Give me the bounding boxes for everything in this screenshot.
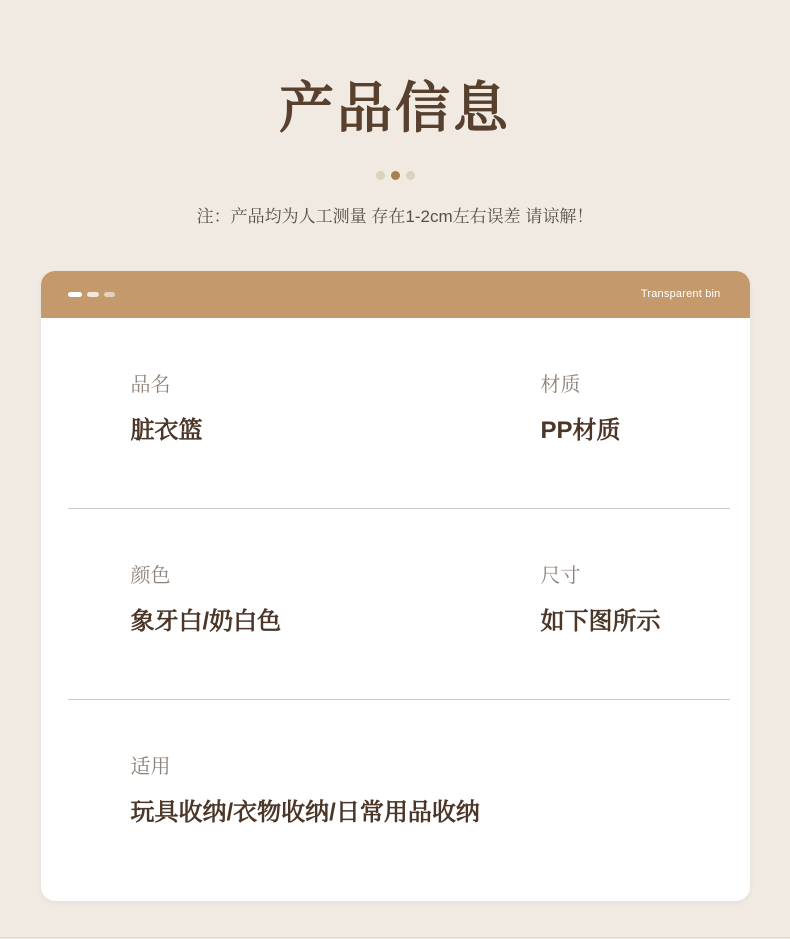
spec-row-usage (41, 700, 750, 901)
brand-label: Transparent bin (640, 288, 721, 301)
product-spec-card (41, 271, 750, 901)
field-label: 适用 (130, 755, 171, 778)
field-value: 象牙白/奶白色 (130, 607, 282, 635)
spec-field-material (541, 372, 720, 508)
field-label: 颜色 (130, 564, 171, 587)
spec-field-name (131, 372, 541, 508)
dash-icon (87, 292, 99, 297)
field-label: 品名 (130, 373, 171, 396)
field-value: 脏衣篮 (130, 416, 203, 444)
measurement-note: 注：产品均为人工测量 存在1-2cm左右误差 请谅解！ (196, 206, 594, 226)
dashes-icon (68, 292, 115, 297)
dash-icon (104, 292, 115, 297)
field-value: PP材质 (540, 416, 621, 444)
dot-icon (391, 171, 400, 180)
card-header (41, 271, 750, 318)
field-value: 玩具收纳/衣物收纳/日常用品收纳 (130, 798, 480, 826)
dot-icon (406, 171, 415, 180)
spec-row-color-size (41, 509, 750, 699)
spec-row-name-material (41, 318, 750, 508)
spec-field-size (541, 563, 720, 699)
title-divider-dots (0, 171, 790, 180)
field-value: 如下图所示 (540, 607, 661, 635)
spec-field-usage (131, 754, 720, 901)
spec-field-color (131, 563, 541, 699)
page-title: 产品信息 (278, 77, 511, 139)
field-label: 材质 (540, 373, 581, 396)
dash-icon (68, 292, 82, 297)
dot-icon (376, 171, 385, 180)
section-divider (0, 937, 790, 938)
field-label: 尺寸 (540, 564, 581, 587)
